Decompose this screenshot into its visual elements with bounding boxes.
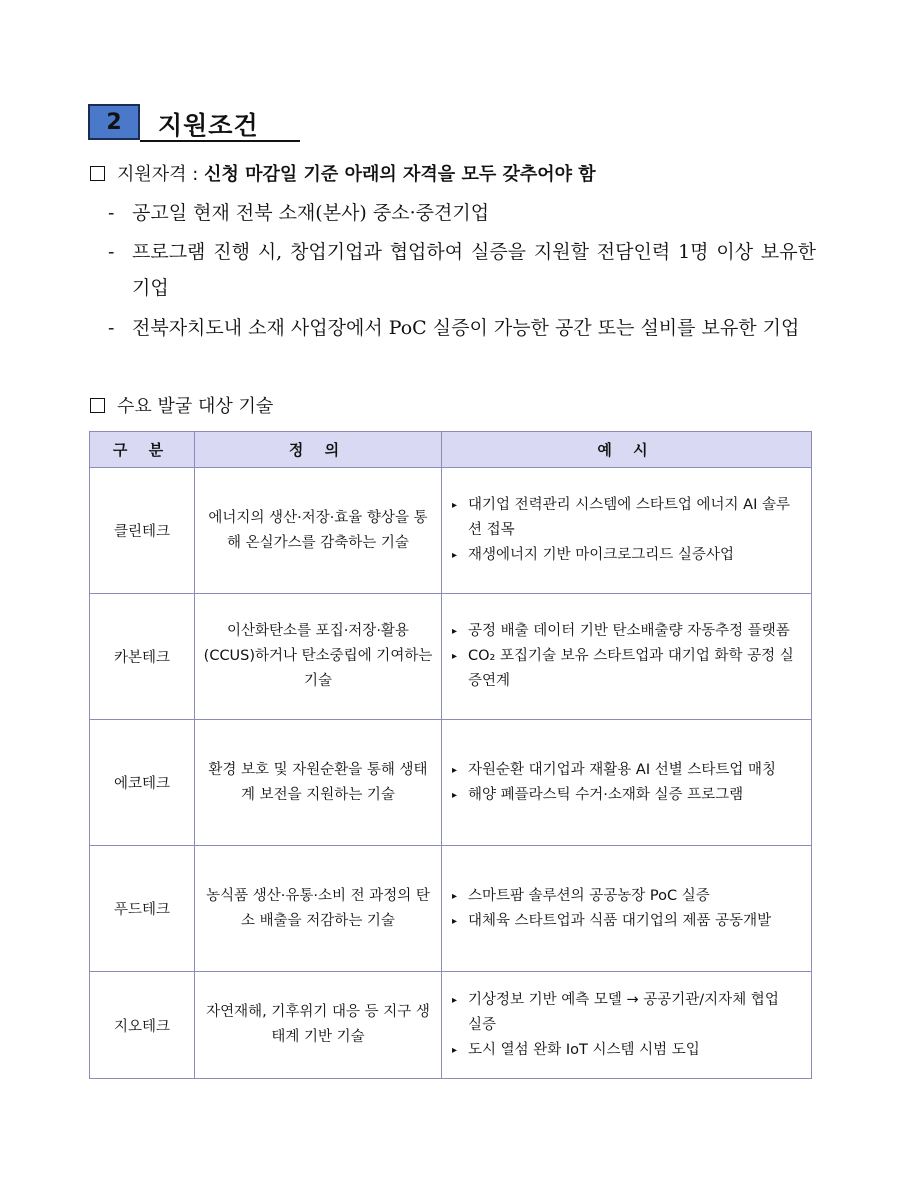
- checkbox-square-icon: [90, 166, 105, 181]
- header-definition: 정 의: [195, 432, 442, 468]
- checkbox-square-icon: [90, 398, 105, 413]
- eligibility-item-text: 전북자치도내 소재 사업장에서 PoC 실증이 가능한 공간 또는 설비를 보유한 기업: [132, 317, 800, 339]
- table-row: [90, 468, 812, 594]
- row-category: 에코테크: [90, 720, 195, 846]
- eligibility-item-text: 공고일 현재 전북 소재(본사) 중소·중견기업: [132, 202, 490, 224]
- example-item: ▸ 해양 폐플라스틱 수거·소재화 실증 프로그램: [452, 783, 797, 808]
- section-number-badge: 2: [88, 104, 140, 140]
- dash-bullet: -: [108, 241, 115, 263]
- eligibility-label: 지원자격 :: [117, 164, 205, 185]
- eligibility-item-text: 프로그램 진행 시, 창업기업과 협업하여 실증을 지원할 전담인력 1명 이상 보유한 기업: [132, 241, 816, 299]
- section-title-underline: [140, 140, 300, 142]
- table-row: [90, 720, 812, 846]
- row-definition: 이산화탄소를 포집·저장·활용(CCUS)하거나 탄소중립에 기여하는 기술: [195, 594, 442, 720]
- example-item: ▸ 공정 배출 데이터 기반 탄소배출량 자동추정 플랫폼: [452, 619, 797, 644]
- table-header-row: [90, 432, 812, 468]
- header-category: 구 분: [90, 432, 195, 468]
- demand-heading: [90, 392, 273, 418]
- row-category: 푸드테크: [90, 846, 195, 972]
- example-item: ▸ 대기업 전력관리 시스템에 스타트업 에너지 AI 솔루션 접목: [452, 493, 797, 543]
- row-examples: [442, 846, 812, 972]
- eligibility-item: [108, 234, 816, 306]
- row-category: 클린테크: [90, 468, 195, 594]
- example-item: ▸ CO₂ 포집기술 보유 스타트업과 대기업 화학 공정 실증연계: [452, 644, 797, 694]
- row-examples: [442, 972, 812, 1079]
- dash-bullet: -: [108, 317, 115, 339]
- row-category: 지오테크: [90, 972, 195, 1079]
- row-definition: 농식품 생산·유통·소비 전 과정의 탄소 배출을 저감하는 기술: [195, 846, 442, 972]
- dash-bullet: -: [108, 202, 115, 224]
- example-item: ▸ 재생에너지 기반 마이크로그리드 실증사업: [452, 543, 797, 568]
- table-row: [90, 594, 812, 720]
- row-examples: [442, 468, 812, 594]
- eligibility-item: [108, 310, 816, 346]
- row-definition: 자연재해, 기후위기 대응 등 지구 생태계 기반 기술: [195, 972, 442, 1079]
- table-row: [90, 846, 812, 972]
- eligibility-heading: [90, 160, 596, 186]
- row-definition: 에너지의 생산·저장·효율 향상을 통해 온실가스를 감축하는 기술: [195, 468, 442, 594]
- row-definition: 환경 보호 및 자원순환을 통해 생태계 보전을 지원하는 기술: [195, 720, 442, 846]
- example-item: ▸ 도시 열섬 완화 IoT 시스템 시범 도입: [452, 1038, 797, 1063]
- section-title: 지원조건: [158, 111, 259, 140]
- example-item: ▸ 자원순환 대기업과 재활용 AI 선별 스타트업 매칭: [452, 758, 797, 783]
- section-header: [88, 104, 300, 144]
- header-examples: 예 시: [442, 432, 812, 468]
- table-row: [90, 972, 812, 1079]
- row-category: 카본테크: [90, 594, 195, 720]
- eligibility-item: [108, 195, 816, 231]
- eligibility-emphasis: 신청 마감일 기준 아래의 자격을 모두 갖추어야 함: [204, 164, 596, 185]
- row-examples: [442, 720, 812, 846]
- example-item: ▸ 대체육 스타트업과 식품 대기업의 제품 공동개발: [452, 909, 797, 934]
- demand-label: 수요 발굴 대상 기술: [117, 396, 274, 417]
- example-item: ▸ 기상정보 기반 예측 모델 → 공공기관/지자체 협업 실증: [452, 988, 797, 1038]
- example-item: ▸ 스마트팜 솔루션의 공공농장 PoC 실증: [452, 884, 797, 909]
- tech-table: [89, 431, 812, 1079]
- row-examples: [442, 594, 812, 720]
